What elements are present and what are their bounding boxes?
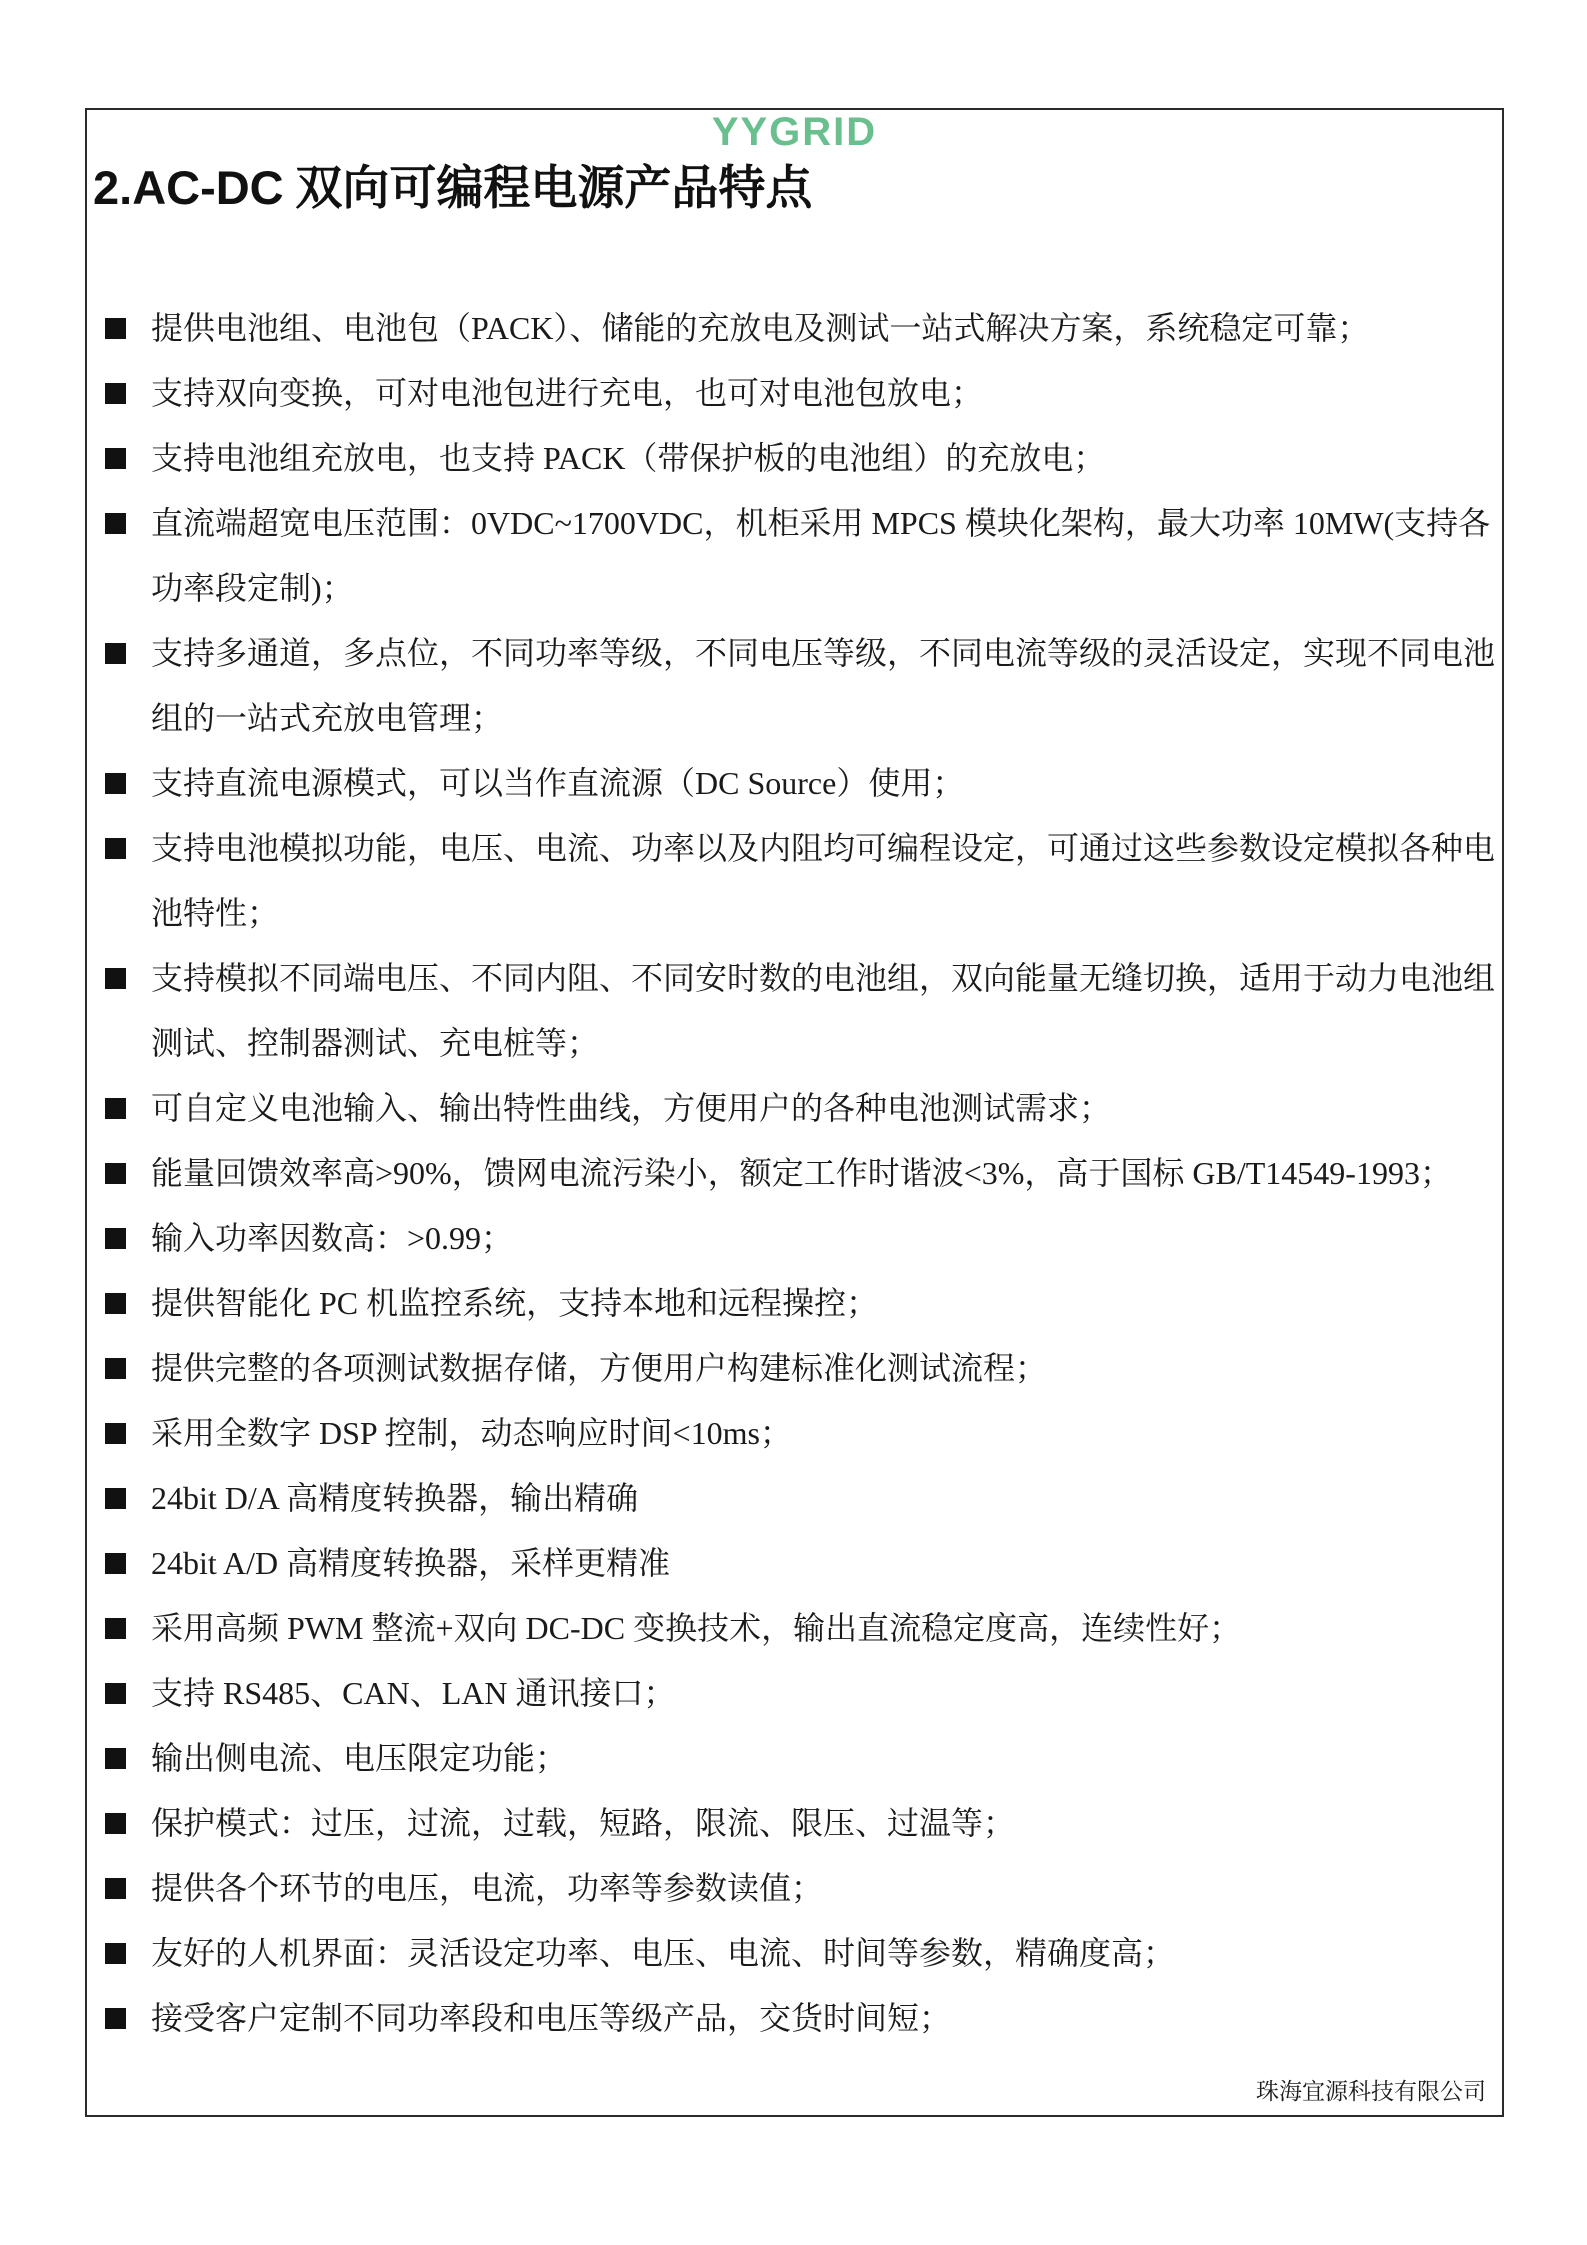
feature-item <box>103 1336 1503 1401</box>
square-bullet-icon <box>105 513 126 534</box>
feature-item <box>103 1986 1503 2051</box>
page-border-frame <box>85 108 1504 2117</box>
square-bullet-icon <box>105 1488 126 1509</box>
feature-text: 提供电池组、电池包（PACK）、储能的充放电及测试一站式解决方案，系统稳定可靠； <box>151 310 1370 346</box>
feature-item <box>103 1141 1503 1206</box>
feature-item <box>103 1206 1503 1271</box>
square-bullet-icon <box>105 1098 126 1119</box>
square-bullet-icon <box>105 1943 126 1964</box>
page-title-text: 双向可编程电源产品特点 <box>283 163 813 215</box>
feature-item <box>103 1596 1503 1661</box>
square-bullet-icon <box>105 968 126 989</box>
square-bullet-icon <box>105 448 126 469</box>
feature-text: 支持电池模拟功能，电压、电流、功率以及内阻均可编程设定，可通过这些参数设定模拟各种电池特性； <box>151 830 1496 931</box>
square-bullet-icon <box>105 1228 126 1249</box>
feature-text: 直流端超宽电压范围：0VDC~1700VDC，机柜采用 MPCS 模块化架构，最大功率 10MW(支持各功率段定制)； <box>151 505 1491 606</box>
square-bullet-icon <box>105 383 126 404</box>
feature-item <box>103 1271 1503 1336</box>
page-title <box>93 158 812 219</box>
square-bullet-icon <box>105 838 126 859</box>
feature-item <box>103 361 1503 426</box>
feature-text: 可自定义电池输入、输出特性曲线，方便用户的各种电池测试需求； <box>151 1090 1112 1126</box>
feature-text: 接受客户定制不同功率段和电压等级产品，交货时间短； <box>151 2000 952 2036</box>
feature-list <box>103 296 1503 2051</box>
page-title-number: 2.AC-DC <box>93 161 284 214</box>
square-bullet-icon <box>105 773 126 794</box>
feature-item <box>103 1921 1503 1986</box>
square-bullet-icon <box>105 1358 126 1379</box>
feature-item <box>103 1076 1503 1141</box>
feature-item <box>103 621 1503 751</box>
feature-text: 支持电池组充放电，也支持 PACK（带保护板的电池组）的充放电； <box>151 440 1106 476</box>
square-bullet-icon <box>105 1163 126 1184</box>
square-bullet-icon <box>105 1748 126 1769</box>
feature-item <box>103 1401 1503 1466</box>
square-bullet-icon <box>105 1813 126 1834</box>
feature-text: 输出侧电流、电压限定功能； <box>151 1740 568 1776</box>
feature-item <box>103 946 1503 1076</box>
feature-text: 支持双向变换，可对电池包进行充电，也可对电池包放电； <box>151 375 984 411</box>
feature-text: 支持 RS485、CAN、LAN 通讯接口； <box>151 1675 676 1711</box>
square-bullet-icon <box>105 1553 126 1574</box>
feature-item <box>103 1531 1503 1596</box>
footer-company-name: 珠海宜源科技有限公司 <box>1256 2079 1486 2104</box>
feature-item <box>103 751 1503 816</box>
feature-text: 输入功率因数高：>0.99； <box>151 1220 514 1256</box>
feature-item <box>103 1466 1503 1531</box>
feature-item <box>103 491 1503 621</box>
feature-text: 支持直流电源模式，可以当作直流源（DC Source）使用； <box>151 765 965 801</box>
feature-text: 24bit D/A 高精度转换器，输出精确 <box>151 1480 639 1516</box>
feature-item <box>103 1661 1503 1726</box>
feature-text: 采用全数字 DSP 控制，动态响应时间<10ms； <box>151 1415 792 1451</box>
feature-text: 提供各个环节的电压，电流，功率等参数读值； <box>151 1870 824 1906</box>
feature-text: 支持模拟不同端电压、不同内阻、不同安时数的电池组，双向能量无缝切换，适用于动力电池组测试、控制器测试、充电桩等； <box>151 960 1496 1061</box>
square-bullet-icon <box>105 1423 126 1444</box>
feature-text: 能量回馈效率高>90%，馈网电流污染小，额定工作时谐波<3%，高于国标 GB/T14549-1993； <box>151 1155 1452 1191</box>
feature-text: 保护模式：过压，过流，过载，短路，限流、限压、过温等； <box>151 1805 1016 1841</box>
square-bullet-icon <box>105 1878 126 1899</box>
company-logo: YYGRID <box>711 110 878 154</box>
feature-item <box>103 1856 1503 1921</box>
square-bullet-icon <box>105 1683 126 1704</box>
feature-text: 提供完整的各项测试数据存储，方便用户构建标准化测试流程； <box>151 1350 1048 1386</box>
feature-text: 采用高频 PWM 整流+双向 DC-DC 变换技术，输出直流稳定度高，连续性好； <box>151 1610 1242 1646</box>
square-bullet-icon <box>105 1618 126 1639</box>
feature-item <box>103 816 1503 946</box>
feature-item <box>103 1791 1503 1856</box>
square-bullet-icon <box>105 2008 126 2029</box>
feature-text: 支持多通道，多点位，不同功率等级，不同电压等级，不同电流等级的灵活设定，实现不同电池组的一站式充放电管理； <box>151 635 1496 736</box>
square-bullet-icon <box>105 318 126 339</box>
feature-text: 友好的人机界面：灵活设定功率、电压、电流、时间等参数，精确度高； <box>151 1935 1176 1971</box>
feature-item <box>103 296 1503 361</box>
feature-item <box>103 1726 1503 1791</box>
square-bullet-icon <box>105 643 126 664</box>
square-bullet-icon <box>105 1293 126 1314</box>
feature-text: 提供智能化 PC 机监控系统，支持本地和远程操控； <box>151 1285 879 1321</box>
feature-item <box>103 426 1503 491</box>
feature-text: 24bit A/D 高精度转换器，采样更精准 <box>151 1545 671 1581</box>
